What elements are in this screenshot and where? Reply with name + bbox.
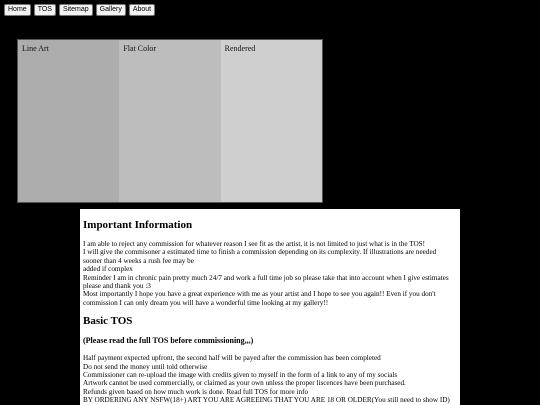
nav-tos-button[interactable]: TOS	[34, 4, 56, 16]
panel-rendered	[221, 40, 322, 202]
nav-gallery-button[interactable]: Gallery	[96, 4, 126, 16]
tos-line: Do not send the money until told otherwise	[83, 362, 208, 371]
nav-home-button[interactable]: Home	[4, 4, 31, 16]
panel-label: Line Art	[22, 44, 49, 53]
tos-line: Commissioner can re-upload the image with credits given to myself in the form of a link to any of my socials	[83, 371, 398, 380]
info-line: Reminder I am in chronic pain pretty much 24/7 and work a full time job so please take that into account when I give estimates please and thank you :3	[83, 273, 449, 291]
panel-line-art	[18, 40, 119, 202]
info-line: I will give the commisoner a estimated time to finish a commission depending on its complexity. If illustrations are needed sooner than 4 weeks a rush fee may be	[83, 248, 437, 265]
top-nav	[4, 4, 155, 16]
nav-sitemap-button[interactable]: Sitemap	[59, 4, 93, 16]
info-line: I am able to reject any commission for whatever reason I see fit as the artist, it is not limited to just what is in the TOS!	[83, 240, 426, 248]
panel-label: Rendered	[224, 44, 256, 53]
tos-line: Artwork cannot be used commercially, or claimed as your own unless the proper liscences have been purchased.	[83, 379, 406, 388]
panel-flat-color	[119, 40, 220, 202]
content-card	[80, 209, 460, 405]
tos-line: Refunds given based on how much work is done. Read full TOS for more info	[83, 387, 309, 396]
info-line: Most importantly I hope you have a great experience with me as your artist and I hope to see you again!! Even if you don't commission I can only dream you will have a wonderful time looking at my gallery!!	[83, 290, 436, 307]
price-panels	[17, 39, 323, 203]
tos-line: Half payment expected upfront, the second half will be payed after the commission has been completed	[83, 354, 381, 363]
tos-subheading: (Please read the full TOS before commissioning,,,)	[83, 336, 254, 346]
info-line: added if complex	[83, 265, 133, 274]
nav-about-button[interactable]: About	[129, 4, 155, 16]
panel-label: Flat Color	[123, 44, 156, 53]
tos-line: BY ORDERING ANY NSFW(18+) ART YOU ARE AGREEING THAT YOU ARE 18 OR OLDER(You still need to show ID)	[83, 396, 450, 405]
info-heading: Important Information	[83, 219, 193, 231]
tos-heading: Basic TOS	[83, 315, 133, 328]
